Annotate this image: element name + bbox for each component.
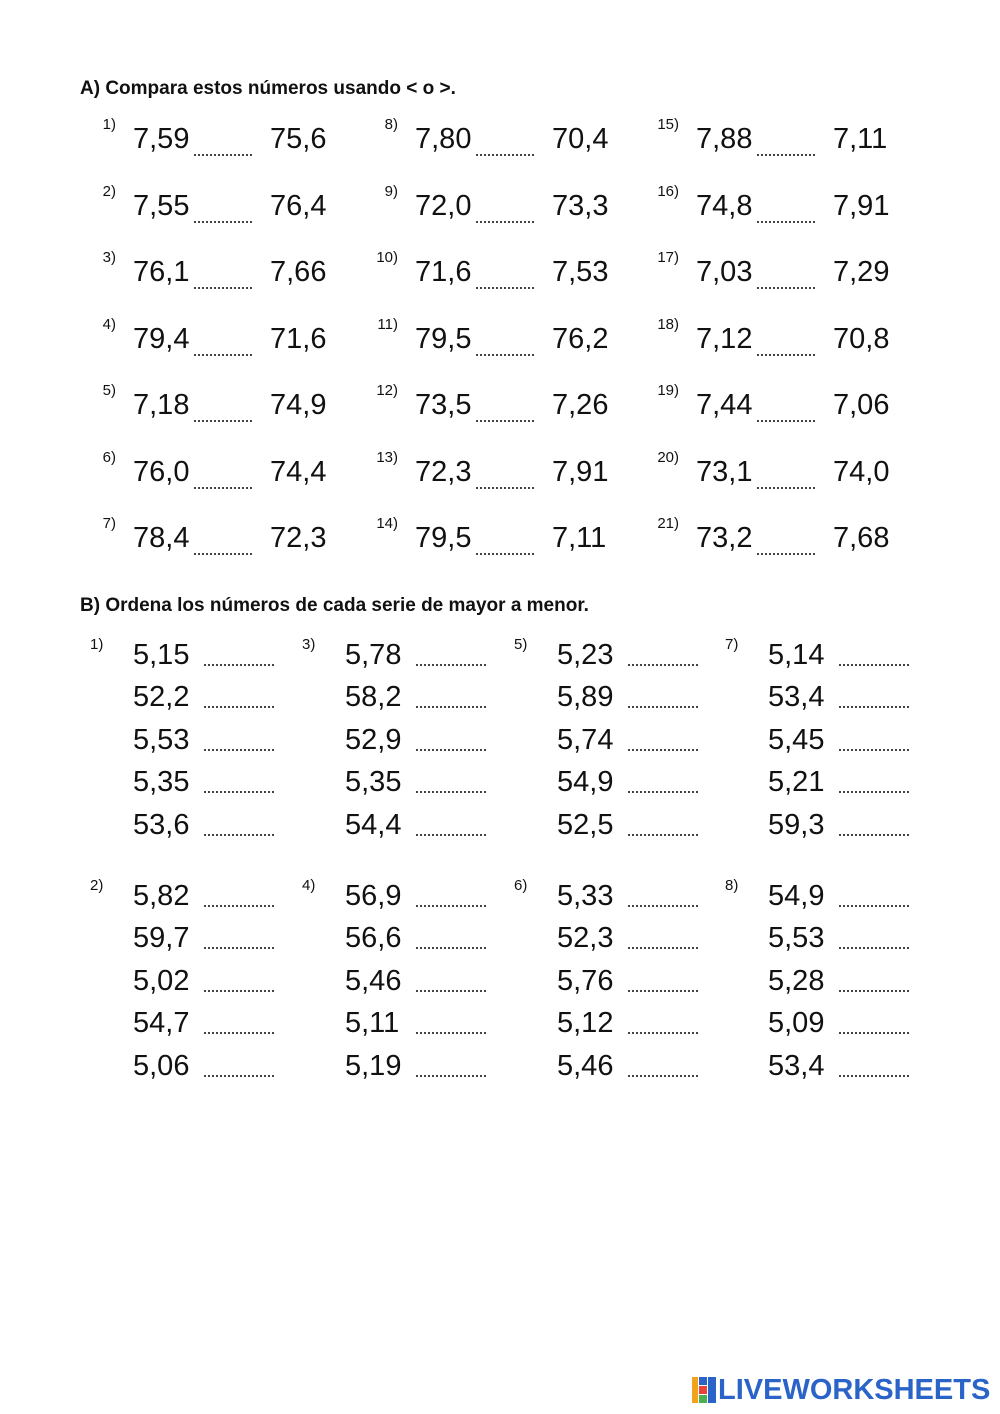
compare-problem <box>97 382 327 432</box>
answer-blank[interactable] <box>416 664 486 666</box>
right-number: 75,6 <box>270 123 327 155</box>
compare-problem <box>97 316 327 366</box>
problem-number: 11) <box>377 315 398 333</box>
left-number: 79,5 <box>415 522 472 554</box>
left-number: 73,5 <box>415 389 472 421</box>
right-number: 74,9 <box>270 389 327 421</box>
series-value: 52,9 <box>345 723 402 756</box>
series-row <box>768 1049 938 1091</box>
answer-blank[interactable] <box>204 664 274 666</box>
series-value: 53,6 <box>133 808 190 841</box>
answer-blank[interactable] <box>416 990 486 992</box>
answer-blank[interactable] <box>628 749 698 751</box>
series-value: 5,46 <box>557 1049 614 1082</box>
problem-number: 21) <box>657 515 679 532</box>
compare-problem <box>657 116 890 166</box>
problem-number: 16) <box>657 182 679 200</box>
answer-blank[interactable] <box>839 990 909 992</box>
problem-number: 10) <box>376 249 398 266</box>
compare-problem <box>657 382 890 432</box>
series-value: 54,7 <box>133 1007 190 1040</box>
problem-number: 20) <box>657 448 679 466</box>
series-value: 5,35 <box>345 766 402 799</box>
left-number: 72,0 <box>415 189 472 222</box>
series-value: 56,9 <box>345 880 402 912</box>
series-number: 1) <box>90 636 104 653</box>
series-row <box>133 808 303 850</box>
right-number: 74,0 <box>833 455 890 488</box>
series-row <box>768 723 938 765</box>
answer-blank[interactable] <box>204 1075 274 1077</box>
series-row <box>133 879 303 921</box>
right-number: 7,91 <box>833 189 890 222</box>
answer-blank[interactable] <box>839 749 909 751</box>
series-row <box>768 879 938 921</box>
series-row <box>557 1049 727 1091</box>
series-value: 5,28 <box>768 964 825 997</box>
answer-blank[interactable] <box>416 1032 486 1034</box>
compare-problem <box>379 316 609 366</box>
answer-blank[interactable] <box>476 420 534 422</box>
answer-blank[interactable] <box>204 706 274 708</box>
problem-number: 3) <box>102 249 116 266</box>
series-value: 5,06 <box>133 1049 190 1082</box>
right-number: 71,6 <box>270 322 327 355</box>
answer-blank[interactable] <box>194 287 252 289</box>
series-row <box>133 680 303 722</box>
series-row <box>557 1006 727 1048</box>
compare-problem <box>97 249 327 299</box>
series-row <box>133 964 303 1006</box>
section-b-heading: B) Ordena los números de cada serie de mayor a menor. <box>80 595 589 616</box>
series-value: 5,11 <box>345 1007 400 1040</box>
series-row <box>345 680 515 722</box>
right-number: 70,4 <box>552 123 609 155</box>
series-row <box>133 638 303 680</box>
series-row <box>557 723 727 765</box>
series-row <box>557 879 727 921</box>
right-number: 7,29 <box>833 256 890 288</box>
series-number: 3) <box>302 636 316 653</box>
series-value: 53,4 <box>768 1049 825 1082</box>
left-number: 7,80 <box>415 123 472 155</box>
series-row <box>345 1049 515 1091</box>
series-row <box>768 964 938 1006</box>
series-value: 5,53 <box>768 922 825 955</box>
left-number: 74,8 <box>696 189 753 222</box>
answer-blank[interactable] <box>476 553 534 555</box>
left-number: 7,88 <box>696 123 753 155</box>
answer-blank[interactable] <box>416 834 486 836</box>
right-number: 70,8 <box>833 322 890 355</box>
series-value: 52,2 <box>133 681 190 714</box>
series-value: 5,89 <box>557 681 614 714</box>
left-number: 76,0 <box>133 455 190 488</box>
series-value: 52,5 <box>557 808 614 841</box>
left-number: 7,18 <box>133 389 190 421</box>
left-number: 7,55 <box>133 189 190 222</box>
series-value: 5,14 <box>768 639 825 671</box>
series-number: 6) <box>514 877 528 894</box>
compare-problem <box>657 315 890 366</box>
series-row <box>557 808 727 850</box>
answer-blank[interactable] <box>204 990 274 992</box>
compare-problem <box>379 116 609 166</box>
series-value: 56,6 <box>345 922 402 955</box>
series-value: 5,82 <box>133 880 190 912</box>
right-number: 72,3 <box>270 522 327 554</box>
right-number: 7,06 <box>833 389 890 421</box>
answer-blank[interactable] <box>839 834 909 836</box>
left-number: 7,59 <box>133 123 190 155</box>
answer-blank[interactable] <box>204 1032 274 1034</box>
series-value: 5,35 <box>133 766 190 799</box>
right-number: 73,3 <box>552 189 609 222</box>
series-value: 5,33 <box>557 880 614 912</box>
compare-problem <box>97 183 327 233</box>
answer-blank[interactable] <box>476 154 534 156</box>
answer-blank[interactable] <box>476 487 534 489</box>
right-number: 7,91 <box>552 455 609 488</box>
problem-number: 7) <box>102 515 116 532</box>
left-number: 73,1 <box>696 455 753 488</box>
series-number: 8) <box>725 877 739 894</box>
answer-blank[interactable] <box>628 947 698 949</box>
answer-blank[interactable] <box>839 905 909 907</box>
answer-blank[interactable] <box>204 905 274 907</box>
problem-number: 13) <box>376 448 398 466</box>
series-value: 5,74 <box>557 723 614 756</box>
left-number: 72,3 <box>415 455 472 488</box>
answer-blank[interactable] <box>839 947 909 949</box>
compare-problem <box>657 249 890 299</box>
series-row <box>345 1006 515 1048</box>
series-value: 5,12 <box>557 1007 614 1040</box>
series-number: 2) <box>90 877 104 894</box>
left-number: 73,2 <box>696 522 753 554</box>
footer-logo <box>692 1373 992 1407</box>
series-value: 5,19 <box>345 1049 402 1082</box>
answer-blank[interactable] <box>416 905 486 907</box>
answer-blank[interactable] <box>628 1032 698 1034</box>
liveworksheets-logo-icon <box>692 1377 716 1403</box>
compare-problem <box>657 448 890 499</box>
answer-blank[interactable] <box>628 791 698 793</box>
series-value: 5,23 <box>557 639 614 671</box>
answer-blank[interactable] <box>839 664 909 666</box>
series-row <box>768 921 938 963</box>
series-value: 52,3 <box>557 922 614 955</box>
series-row <box>768 765 938 807</box>
left-number: 76,1 <box>133 256 190 288</box>
compare-problem <box>657 182 890 233</box>
answer-blank[interactable] <box>194 354 252 356</box>
compare-problem <box>376 515 609 565</box>
right-number: 7,11 <box>552 522 607 554</box>
right-number: 7,66 <box>270 256 327 288</box>
answer-blank[interactable] <box>628 664 698 666</box>
right-number: 7,11 <box>833 123 888 155</box>
answer-blank[interactable] <box>628 990 698 992</box>
problem-number: 5) <box>102 382 116 399</box>
problem-number: 6) <box>102 448 116 466</box>
answer-blank[interactable] <box>839 791 909 793</box>
answer-blank[interactable] <box>204 791 274 793</box>
left-number: 78,4 <box>133 522 190 554</box>
answer-blank[interactable] <box>757 221 815 223</box>
series-value: 5,76 <box>557 964 614 997</box>
answer-blank[interactable] <box>628 706 698 708</box>
right-number: 7,68 <box>833 522 890 554</box>
right-number: 7,53 <box>552 256 609 288</box>
answer-blank[interactable] <box>628 905 698 907</box>
answer-blank[interactable] <box>194 487 252 489</box>
series-number: 5) <box>514 636 528 653</box>
answer-blank[interactable] <box>204 947 274 949</box>
answer-blank[interactable] <box>416 749 486 751</box>
problem-number: 8) <box>384 116 398 133</box>
series-row <box>345 765 515 807</box>
answer-blank[interactable] <box>416 1075 486 1077</box>
series-value: 5,46 <box>345 964 402 997</box>
brand-name: LIVEWORKSHEETS <box>718 1374 991 1406</box>
answer-blank[interactable] <box>757 487 815 489</box>
series-value: 54,9 <box>557 766 614 799</box>
series-row <box>768 680 938 722</box>
compare-problem <box>376 448 609 499</box>
answer-blank[interactable] <box>839 706 909 708</box>
series-value: 5,15 <box>133 639 190 671</box>
answer-blank[interactable] <box>476 287 534 289</box>
series-row <box>133 1049 303 1091</box>
answer-blank[interactable] <box>194 154 252 156</box>
answer-blank[interactable] <box>416 706 486 708</box>
series-row <box>768 638 938 680</box>
compare-problem <box>657 515 890 565</box>
series-row <box>345 921 515 963</box>
series-row <box>557 680 727 722</box>
series-row <box>345 879 515 921</box>
problem-number: 1) <box>102 116 116 133</box>
series-value: 5,02 <box>133 964 190 997</box>
series-value: 5,09 <box>768 1007 825 1040</box>
compare-problem <box>376 382 609 432</box>
series-row <box>345 808 515 850</box>
series-row <box>133 723 303 765</box>
right-number: 76,4 <box>270 189 327 222</box>
answer-blank[interactable] <box>757 354 815 356</box>
series-row <box>133 1006 303 1048</box>
series-row <box>557 964 727 1006</box>
answer-blank[interactable] <box>757 287 815 289</box>
compare-problem <box>379 183 609 233</box>
answer-blank[interactable] <box>839 1032 909 1034</box>
answer-blank[interactable] <box>204 749 274 751</box>
series-row <box>768 1006 938 1048</box>
answer-blank[interactable] <box>194 553 252 555</box>
series-value: 5,21 <box>768 766 825 799</box>
answer-blank[interactable] <box>628 1075 698 1077</box>
answer-blank[interactable] <box>757 154 815 156</box>
answer-blank[interactable] <box>628 834 698 836</box>
compare-problem <box>97 515 327 565</box>
series-number: 7) <box>725 636 739 653</box>
left-number: 79,5 <box>415 322 472 355</box>
left-number: 7,12 <box>696 322 753 355</box>
problem-number: 2) <box>102 182 116 200</box>
series-value: 5,53 <box>133 723 190 756</box>
problem-number: 14) <box>376 515 398 532</box>
answer-blank[interactable] <box>476 354 534 356</box>
section-a-heading: A) Compara estos números usando < o >. <box>80 78 456 99</box>
right-number: 7,26 <box>552 389 609 421</box>
problem-number: 18) <box>657 315 679 333</box>
series-number: 4) <box>302 877 316 894</box>
left-number: 79,4 <box>133 322 190 355</box>
series-row <box>345 723 515 765</box>
problem-number: 9) <box>384 182 398 200</box>
answer-blank[interactable] <box>194 420 252 422</box>
compare-problem <box>97 449 327 499</box>
series-row <box>557 921 727 963</box>
series-row <box>133 921 303 963</box>
answer-blank[interactable] <box>476 221 534 223</box>
right-number: 74,4 <box>270 455 327 488</box>
series-value: 5,45 <box>768 723 825 756</box>
series-value: 59,3 <box>768 808 825 841</box>
problem-number: 19) <box>657 382 679 399</box>
answer-blank[interactable] <box>839 1075 909 1077</box>
series-value: 53,4 <box>768 681 825 714</box>
series-value: 58,2 <box>345 681 402 714</box>
left-number: 7,03 <box>696 256 753 288</box>
left-number: 71,6 <box>415 256 472 288</box>
answer-blank[interactable] <box>757 420 815 422</box>
answer-blank[interactable] <box>204 834 274 836</box>
left-number: 7,44 <box>696 389 753 421</box>
series-row <box>345 638 515 680</box>
problem-number: 17) <box>657 249 679 266</box>
series-value: 59,7 <box>133 922 190 955</box>
problem-number: 12) <box>376 382 398 399</box>
answer-blank[interactable] <box>416 947 486 949</box>
answer-blank[interactable] <box>757 553 815 555</box>
problem-number: 4) <box>102 315 116 333</box>
right-number: 76,2 <box>552 322 609 355</box>
series-value: 5,78 <box>345 639 402 671</box>
series-row <box>345 964 515 1006</box>
problem-number: 15) <box>657 116 679 133</box>
series-row <box>768 808 938 850</box>
series-row <box>557 638 727 680</box>
answer-blank[interactable] <box>194 221 252 223</box>
series-row <box>557 765 727 807</box>
answer-blank[interactable] <box>416 791 486 793</box>
series-row <box>133 765 303 807</box>
compare-problem <box>376 249 609 299</box>
series-value: 54,4 <box>345 808 402 841</box>
series-value: 54,9 <box>768 880 825 912</box>
compare-problem <box>97 116 327 166</box>
